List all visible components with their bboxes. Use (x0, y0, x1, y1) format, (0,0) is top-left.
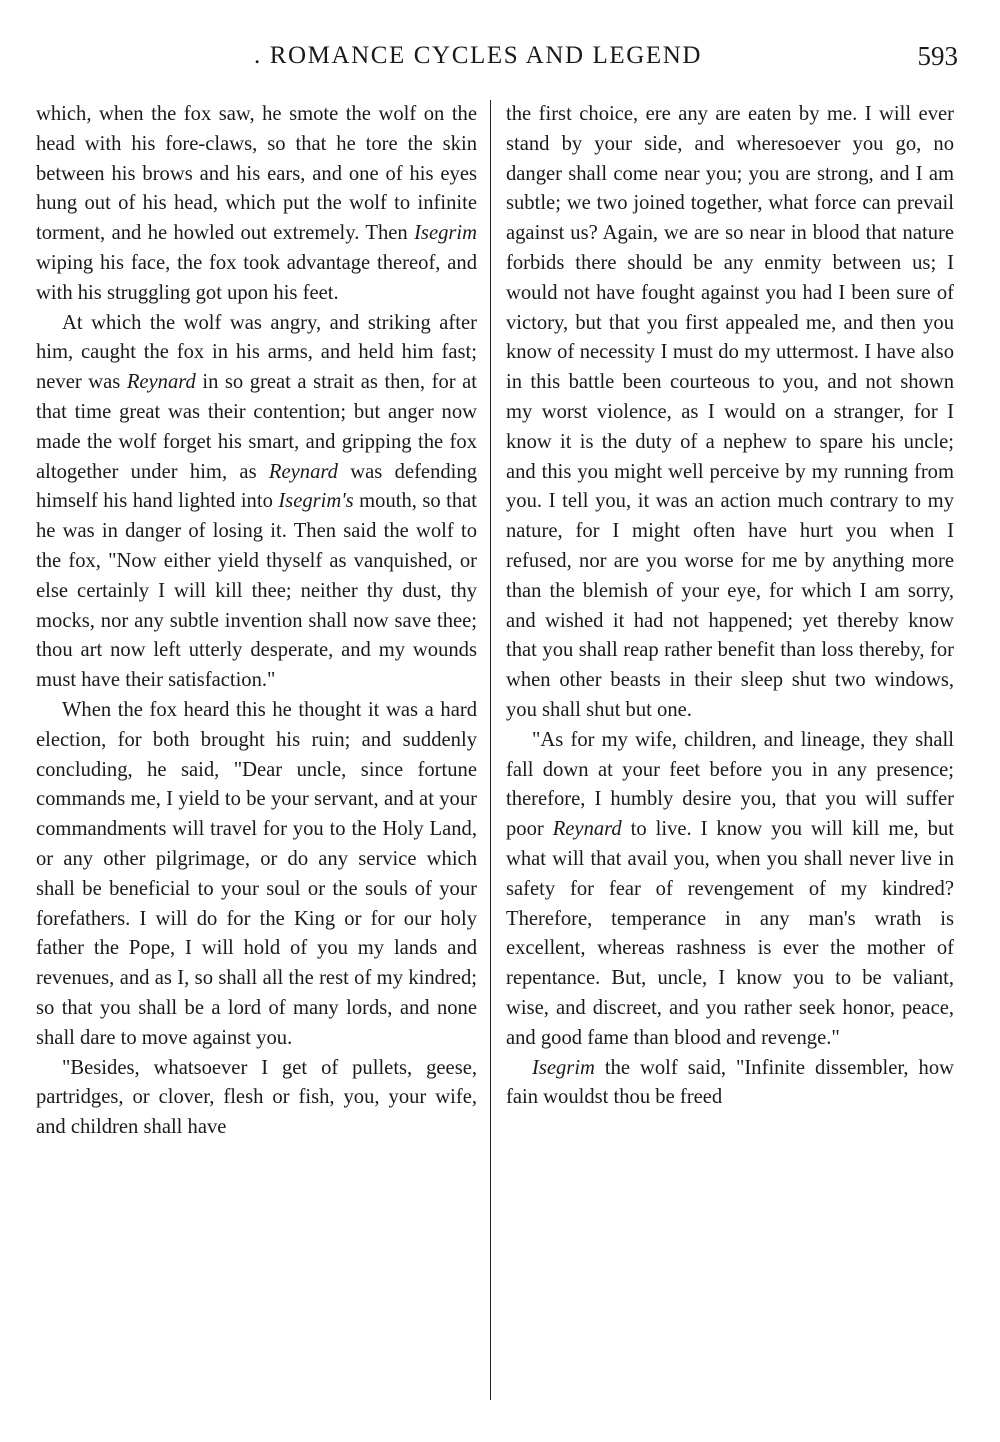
paragraph (36, 100, 477, 309)
text-run: At which the wolf was angry, and striking after him, caught the fox in his arms, and held him fast; never was (36, 311, 477, 394)
text-run: the wolf said, "Infinite dissembler, how fain wouldst thou be freed (506, 1056, 954, 1109)
character-name: Reynard (552, 818, 622, 841)
text-run: wiping his face, the fox took advantage thereof, and with his struggling got upon his feet. (36, 251, 477, 304)
page-number: 593 (917, 41, 958, 71)
text-run: in so great a strait as then, for at that time great was their contention; but anger now made the wolf forget his smart, and gripping the fox altogether under him, as (36, 371, 477, 483)
text-run: "As for my wife, children, and lineage, they shall fall down at your feet before you in any presence; therefore, I humbly desire you, that you will suffer poor (506, 728, 954, 841)
character-name: Reynard (126, 371, 196, 394)
paragraph: "Besides, whatsoever I get of pullets, geese, partridges, or clover, flesh or fish, you, your wife, and children shall have (36, 1056, 477, 1139)
right-column (506, 100, 954, 1113)
text-run: mouth, so that he was in danger of losing it. Then said the wolf to the fox, "Now either yield thyself as vanquished, or else certainly I will kill thee; neither thy dust, thy mocks, nor any subtle invention shall now save thee; thou art now left utterly desperate, and my wounds must have their satisfaction." (36, 490, 477, 692)
paragraph (36, 309, 477, 696)
text-run: to live. I know you will kill me, but what will that avail you, when you shall never live in safety for fear of revengement of my kindred? Therefore, temperance in any man's wrath is excellent, whereas rashness is ever the mother of repentance. But, uncle, I know you to be valiant, wise, and discreet, and you rather seek honor, peace, and good fame than blood and revenge." (506, 818, 954, 1049)
running-head: . ROMANCE CYCLES AND LEGEND (254, 42, 703, 69)
character-name: Reynard (268, 460, 338, 483)
character-name: Isegrim (414, 222, 477, 245)
left-column (36, 100, 477, 1143)
paragraph: the first choice, ere any are eaten by me. I will ever stand by your side, and wheresoever you go, no danger shall come near you; you are strong, and I am subtle; we two joined together, what force can prevail against us? Again, we are so near in blood that nature forbids there should be any enmity between us; I would not have fought against you had I been sure of victory, but that you first appealed me, and then you know of necessity I must do my uttermost. I have also in this battle been courteous to you, and not shown my worst violence, as I would on a stranger, for I know it is the duty of a nephew to spare his uncle; and this you might well perceive by my running from you. I tell you, it was an action much contrary to my nature, for I might often have hurt you when I refused, nor are you worse for me by anything more than the blemish of your eye, for which I am sorry, and wished it had not happened; yet thereby know that you shall reap rather benefit than loss thereby, for when other beasts in their sleep shut two windows, you shall shut but one. (506, 103, 954, 721)
character-name: Isegrim's (278, 490, 354, 513)
character-name: Isegrim (532, 1056, 595, 1079)
paragraph (506, 1054, 954, 1114)
paragraph: When the fox heard this he thought it was a hard election, for both brought his ruin; and suddenly concluding, he said, "Dear uncle, since fortune commands me, I yield to be your servant, and at your commandments will travel for you to the Holy Land, or any other pilgrimage, or do any service which shall be beneficial to your soul or the souls of your forefathers. I will do for the King or for our holy father the Pope, I will hold of you my lands and revenues, and as I, so shall all the rest of my kindred; so that you shall be a lord of many lords, and none shall dare to move against you. (36, 698, 477, 1049)
text-run: which, when the fox saw, he smote the wolf on the head with his fore-claws, so that he tore the skin between his brows and his ears, and one of his eyes hung out of his head, which put the wolf to infinite torment, and he howled out extremely. Then (36, 103, 477, 245)
text-run: was defending himself his hand lighted into (36, 460, 477, 513)
column-rule (490, 100, 491, 1400)
paragraph (506, 726, 954, 1054)
